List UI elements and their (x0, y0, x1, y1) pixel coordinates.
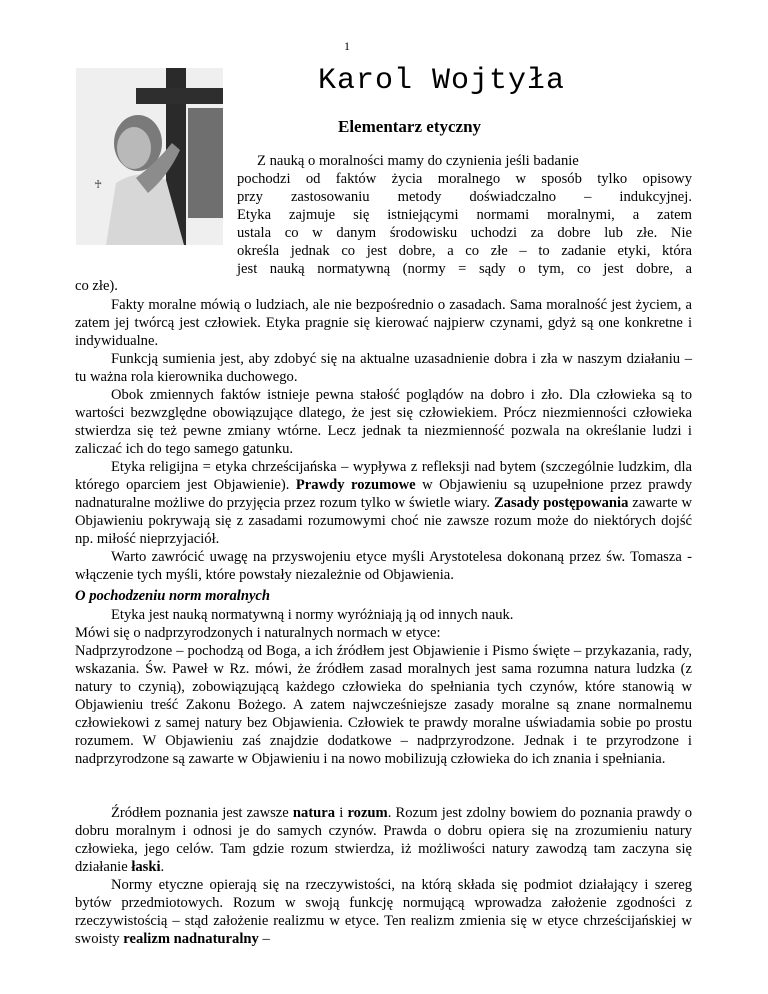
pope-cross-image (76, 68, 223, 245)
body-paragraph (75, 350, 692, 386)
text-run: Fakty moralne mówią o ludziach, ale nie bezpośrednio o zasadach. Sama moralność jest życiem, a zatem jej twórcą jest człowiek. Etyka pragnie się kierować najpierw czynami, gdyż są one konkretne i indywidualne. (75, 297, 692, 350)
intro-line: Z nauką o moralności mamy do czynienia jeśli badanie (257, 153, 579, 169)
text-run: Nadprzyrodzone – pochodzą od Boga, a ich źródłem jest Objawienie i Pismo święte – przykazania, rady, wskazania. Św. Paweł w Rz. mówi, że źródłem zasad moralnych jest sama rozumna natura ludzka (z natury to czynią), zobowiązującą każdego człowieka do spełniania tych czynów, które stanowią w Objawieniu treść Zakonu Bożego. A zatem najwcześniejsze zasady moralne są znane normalnemu człowiekowi z samej natury bez Objawienia. Człowiek te prawdy moralne uświadamia sobie po prostu rozumem. W Objawieniu zaś znajdzie dodatkowe – nadprzyrodzone. Jednak i te przyrodzone i nadprzyrodzone są zawarte w Objawieniu i na nowo mobilizują człowieka do ich znania i spełniania. (75, 643, 692, 768)
section-lead: Mówi się o nadprzyrodzonych i naturalnych normach w etyce: (75, 625, 441, 641)
intro-line: Etyka zajmuje się istniejącymi normami moralnymi, a zatem (237, 207, 692, 223)
svg-text:♰: ♰ (94, 179, 103, 191)
body-paragraph (75, 548, 692, 584)
text-run: . (160, 859, 165, 876)
intro-line: określa jednak co jest dobre, a co złe – to zadanie etyki, która (237, 243, 692, 259)
body-paragraph (75, 296, 692, 350)
section-paragraph (75, 876, 692, 948)
intro-line: pochodzi od faktów życia moralnego w sposób tylko opisowy (237, 171, 692, 187)
bold-phrase: Zasady postępowania (493, 495, 629, 512)
text-run: Źródłem poznania jest zawsze (111, 805, 293, 821)
author-name: Karol Wojtyła (318, 64, 566, 98)
section-paragraph (75, 804, 692, 876)
section-lead-indented: Etyka jest nauką normatywną i normy wyróżniają ją od innych nauk. (111, 607, 514, 623)
bold-phrase: realizm nadnaturalny (123, 931, 259, 948)
body-paragraph (75, 386, 692, 458)
page-number: 1 (344, 39, 350, 53)
intro-line: przy zastosowaniu metody doświadczalno – indukcyjnej. (237, 189, 692, 205)
text-run: Funkcją sumienia jest, aby zdobyć się na aktualne uzasadnienie dobra i zła w naszym działaniu – tu ważna rola kierownika duchowego. (75, 351, 692, 386)
intro-line: ustala co w danym środowisku uchodzi za dobre lub złe. Nie (237, 225, 692, 241)
text-run: Etyka religijna = etyka chrześcijańska – wypływa z refleksji nad bytem (szczególnie ludzkim, dla którego oparciem jest Objawienie). (75, 459, 692, 494)
intro-line: jest nauką normatywną (normy = sądy o tym, co jest dobre, a (237, 261, 692, 277)
text-run: – (258, 931, 270, 948)
text-run: zawarte w Objawieniu pokrywają się z zasadami rozumowymi choć nie zawsze rozum może do niektórych dojść np. miłość nieprzyjaciół. (75, 495, 693, 548)
body-paragraph (75, 458, 692, 548)
text-run: i (335, 805, 348, 821)
text-run: . Rozum jest zdolny bowiem do poznania prawdy o dobru moralnym i odnosi je do samych czynów. Prawda o dobru opiera się na zrozumieniu natury człowieka, jego celów. Tam gdzie rozum stwierdza, iż możliwości natury zawodzą tam zaczyna się działanie (75, 805, 693, 876)
bold-phrase: rozum (347, 805, 388, 821)
text-run: w Objawieniu są uzupełnione przez prawdy nadnaturalne możliwe do przyjęcia przez rozum tylko w świetle wiary. (75, 477, 692, 512)
text-run: Warto zawrócić uwagę na przyswojeniu etyce myśli Arystotelesa dokonaną przez św. Tomasza - włączenie tych myśli, które powstały niezależnie od Objawienia. (75, 549, 692, 584)
section-heading: O pochodzeniu norm moralnych (75, 588, 271, 604)
intro-tail: co złe). (75, 278, 118, 294)
bold-phrase: natura (292, 805, 336, 821)
text-run: Normy etyczne opierają się na rzeczywistości, na którą składa się podmiot działający i szereg bytów przedmiotowych. Rozum w swoją funkcję normującą wprowadza założenie zgodności z rzeczywistością – stąd założenie realizmu w etyce. Ten realizm zmienia się w etyce chrześcijańskiej w swoisty (75, 877, 692, 948)
text-run: Obok zmiennych faktów istnieje pewna stałość poglądów na dobro i zło. Dla człowieka są to wartości bezwzględne obowiązujące dlatego, że jest się człowiekiem. Prócz niezmienności człowieka stwierdza się też pewne zmiany wtórne. Lecz jednak ta niezmienność pozwala na określanie ludzi i zaliczać ich do tego samego gatunku. (75, 387, 692, 458)
portrait-photo (76, 68, 223, 245)
bold-phrase: łaski (131, 859, 161, 876)
bold-phrase: Prawdy rozumowe (295, 477, 416, 494)
section-paragraph (75, 642, 692, 768)
document-title: Elementarz etyczny (338, 117, 482, 136)
